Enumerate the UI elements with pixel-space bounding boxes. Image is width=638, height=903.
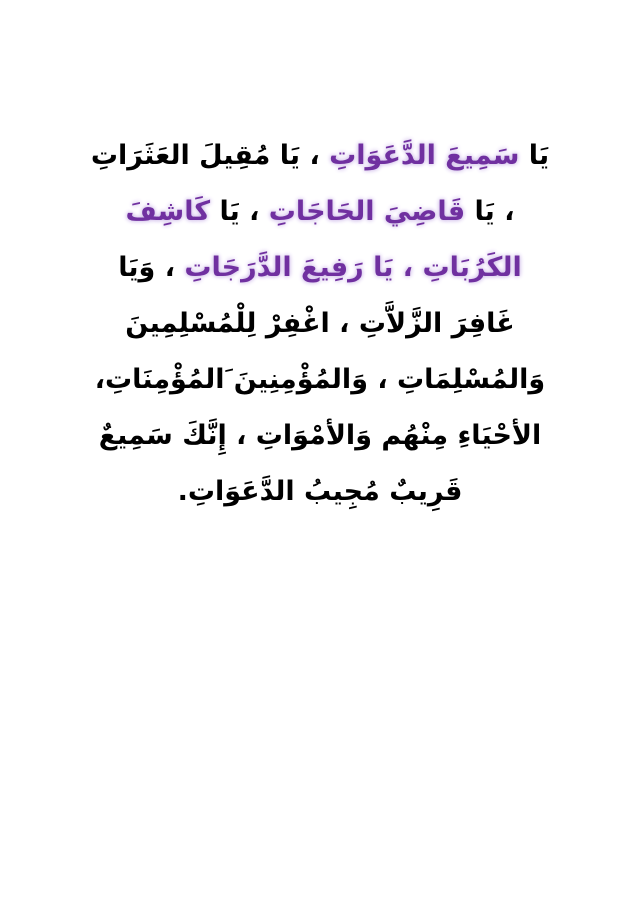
line-2-segment-3: ، يَا <box>210 196 269 227</box>
text-line-5 <box>90 352 550 408</box>
prayer-text <box>90 128 550 520</box>
line-1-segment-2: سَمِيعَ الدَّعَوَاتِ <box>329 140 520 171</box>
line-3-segment-2: ، وَيَا <box>118 252 185 283</box>
line-2-segment-2: قَاضِيَ الحَاجَاتِ <box>268 196 466 227</box>
line-1-segment-3: ، يَا مُقِيلَ العَثَرَاتِ <box>90 140 330 171</box>
text-line-1 <box>90 128 550 184</box>
line-1-segment-1: يَا <box>519 140 550 171</box>
line-7-segment-1: قَرِيبٌ مُجِيبُ الدَّعَوَاتِ. <box>177 476 463 507</box>
line-6-segment-1: الأحْيَاءِ مِنْهُم وَالأمْوَاتِ ، إِنَّكَ سَمِيعٌ <box>98 420 542 451</box>
line-2-segment-4: كَاشِفَ <box>125 196 211 227</box>
line-3-segment-1: الكَرُبَاتِ ، يَا رَفِيعَ الدَّرَجَاتِ <box>184 252 522 283</box>
text-line-7 <box>90 464 550 520</box>
line-4-segment-1: غَافِرَ الزَّلاَّتِ ، اغْفِرْ لِلْمُسْلِمِينَ <box>125 308 515 339</box>
text-line-2 <box>90 184 550 240</box>
line-5-segment-1: وَالمُسْلِمَاتِ ، وَالمُؤْمِنِينَ َالمُؤْمِنَاتِ، <box>94 364 546 395</box>
text-line-4 <box>90 296 550 352</box>
text-line-3 <box>90 240 550 296</box>
line-2-segment-1: ، يَا <box>465 196 515 227</box>
text-line-6 <box>90 408 550 464</box>
